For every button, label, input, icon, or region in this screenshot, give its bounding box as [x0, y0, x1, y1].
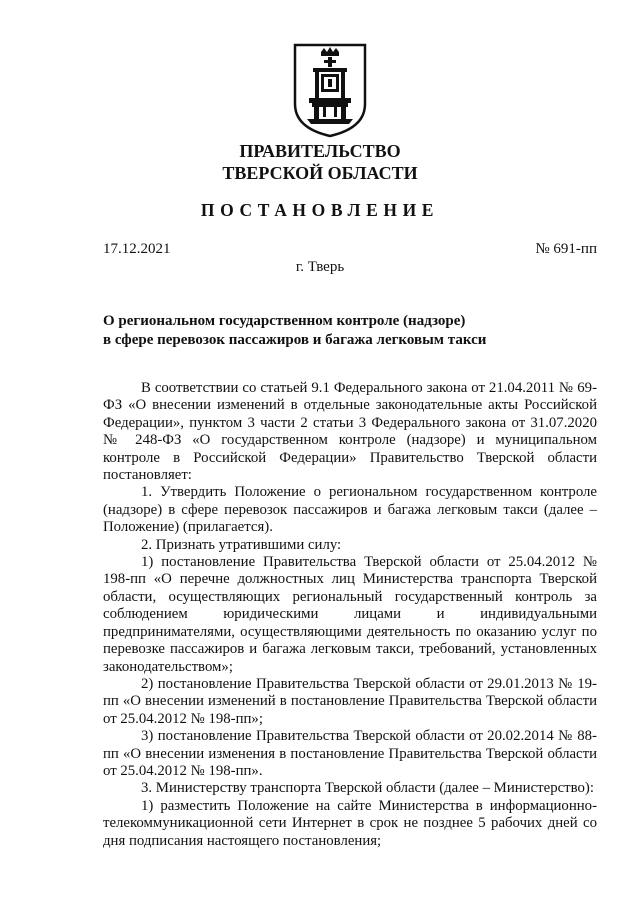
title-line-2: в сфере перевозок пассажиров и багажа легковым такси: [103, 332, 487, 348]
document-body: [103, 380, 597, 850]
preamble-paragraph: В соответствии со статьей 9.1 Федерального закона от 21.04.2011 № 69-ФЗ «О внесении изменений в отдельные законодательные акты Российской Федерации», пунктом 3 части 2 статьи 3 Федерального закона от 31.07.2020 № 248-ФЗ «О государственном контроле (надзоре) и муниципальном контроле в Российской Федерации» Правительство Тверской области постановляет:: [103, 380, 597, 484]
document-number: № 691-пп: [535, 241, 597, 257]
document-type: ПОСТАНОВЛЕНИЕ: [200, 200, 440, 220]
clause-1: 1. Утвердить Положение о региональном государственном контроле (надзоре) в сфере перевозок пассажиров и багажа легковым такси (далее – Положение) (прилагается).: [103, 484, 597, 536]
clause-2-item-2: 2) постановление Правительства Тверской области от 29.01.2013 № 19-пп «О внесении изменений в постановление Правительства Тверской области от 25.04.2012 № 198-пп»;: [103, 675, 597, 727]
clause-2-item-3: 3) постановление Правительства Тверской области от 20.02.2014 № 88-пп «О внесении изменения в постановление Правительства Тверской области от 25.04.2012 № 198-пп».: [103, 728, 597, 779]
clause-3-item-1: 1) разместить Положение на сайте Министерства в информационно-телекоммуникационной сети Интернет в срок не позднее 5 рабочих дней со дня подписания настоящего постановления;: [103, 797, 597, 849]
government-line-1: ПРАВИТЕЛЬСТВО: [239, 141, 401, 161]
coat-of-arms-icon: [291, 42, 369, 138]
title-line-1: О региональном государственном контроле (надзоре): [103, 313, 466, 329]
document-city: г. Тверь: [295, 259, 345, 275]
government-name: [0, 140, 640, 184]
government-line-2: ТВЕРСКОЙ ОБЛАСТИ: [222, 163, 418, 183]
clause-2-item-1: 1) постановление Правительства Тверской области от 25.04.2012 № 198-пп «О перечне должностных лиц Министерства транспорта Тверской области, осуществляющих региональный государственный контроль за соблюдением юридическими лицами и индивидуальными предпринимателями, осуществляющими деятельность по оказанию услуг по перевозке пассажиров и багажа легковым такси, требований, установленных законодательством»;: [103, 554, 597, 675]
document-title: [103, 312, 486, 350]
clause-3: 3. Министерству транспорта Тверской области (далее – Министерство):: [141, 780, 594, 797]
clause-2: 2. Признать утратившими силу:: [141, 536, 342, 553]
document-date: 17.12.2021: [103, 241, 171, 257]
